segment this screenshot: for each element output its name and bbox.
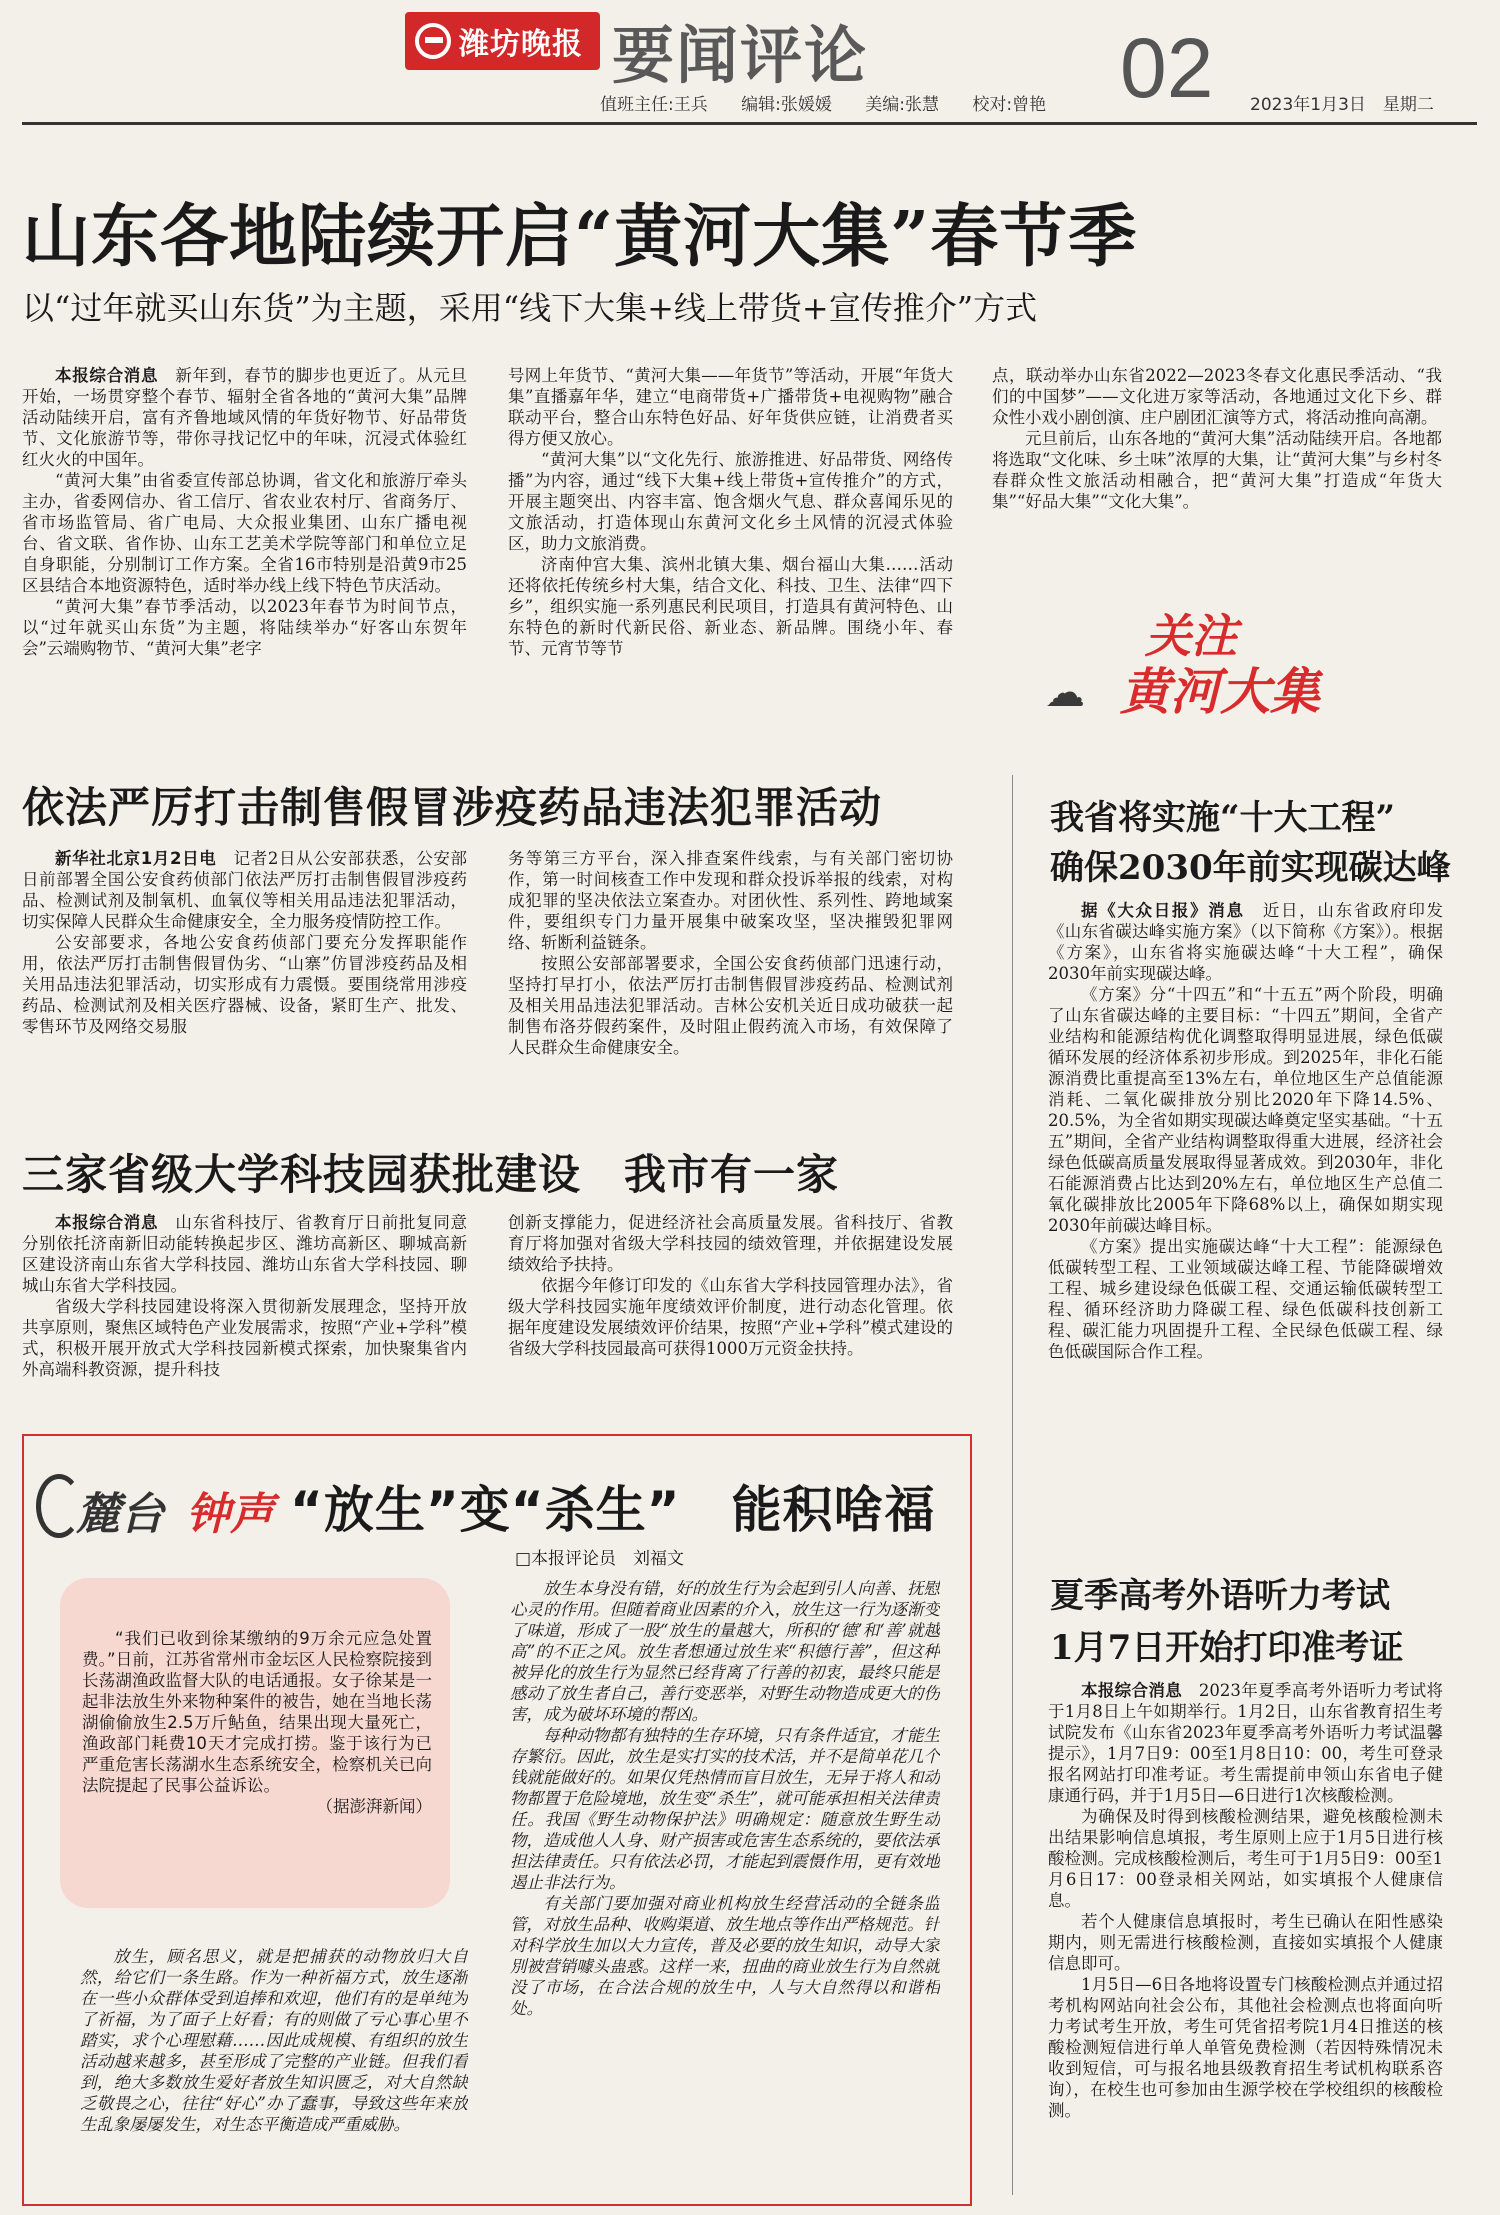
- cloud-swirl-icon: ☁: [1045, 670, 1085, 716]
- story4-paragraph: 据《大众日报》消息 近日，山东省政府印发《山东省碳达峰实施方案》（以下简称《方案》）。根据《方案》，山东省将实施碳达峰“十大工程”，确保2030年前实现碳达峰。: [1048, 901, 1443, 983]
- lead-column-1: [22, 365, 467, 733]
- editor: 编辑:张媛媛: [741, 95, 832, 115]
- editorial-paragraph: 放生本身没有错，好的放生行为会起到引人向善、抚慰心灵的作用。但随着商业因素的介入，放生这一行为逐渐变了味道，形成了一股“放生的量越大，所积的‘德’和‘善’就越高”的不正之风。放生者想通过放生来“积德行善”，但这种被异化的放生行为显然已经背离了行善的初衷，最终只能是感动了放生者自己，善行变恶举，对野生动物造成更大的伤害，成为破坏环境的帮凶。: [510, 1579, 940, 1724]
- logo-emblem-icon: [415, 23, 451, 59]
- story4-paragraph: 《方案》分“十四五”和“十五五”两个阶段，明确了山东省碳达峰的主要目标：“十四五”期间，全省产业结构和能源结构优化调整取得明显进展，绿色低碳循环发展的经济体系初步形成。到2025年，非化石能源消费比重提高至13%左右，单位地区生产总值能源消耗、二氧化碳排放分别比2020年下降14.5%、20.5%，为全省如期实现碳达峰奠定坚实基础。“十五五”期间，全省产业结构调整取得重大进展，经济社会绿色低碳高质量发展取得显著成效。到2030年，非化石能源消费占比达到20%左右，单位地区生产总值二氧化碳排放比2005年下降68%以上，确保如期实现2030年前碳达峰目标。: [1048, 985, 1443, 1235]
- newspaper-logo: [405, 12, 600, 70]
- column-logo: [36, 1470, 286, 1550]
- story5-paragraph: 1月5日—6日各地将设置专门核酸检测点并通过招考机构网站向社会公布，其他社会检测点也将面向听力考试考生开放，考生可凭省招考院1月4日推送的核酸检测短信进行单人单管免费检测（若因特殊情况未收到短信，可与报名地县级教育招生考试机构联系咨询），在校生也可参加由生源学校在学校组织的核酸检测。: [1048, 1975, 1443, 2120]
- dateline-lead: 本报综合消息: [1081, 1681, 1183, 1700]
- dateline-lead: 据《大众日报》消息: [1081, 901, 1245, 920]
- lead-column-2: [508, 365, 953, 733]
- editorial-byline: □本报评论员 刘福文: [515, 1549, 685, 1569]
- page-number: 02: [1120, 21, 1214, 115]
- story5-paragraph: 本报综合消息 2023年夏季高考外语听力考试将于1月8日上午如期举行。1月2日，山东省教育招生考试院发布《山东省2023年夏季高考外语听力考试温馨提示》，1月7日9：00至1月8日10：00，考生可登录报名网站打印准考证。考生需提前申领山东省电子健康通行码，并于1月5日—6日进行1次核酸检测。: [1048, 1681, 1443, 1805]
- quote-source: （据澎湃新闻）: [316, 1797, 432, 1816]
- lead-paragraph: “黄河大集”春节季活动，以2023年春节为时间节点，以“过年就买山东货”为主题，将陆续举办“好客山东贺年会”云端购物节、“黄河大集”老字: [22, 597, 467, 658]
- focus-badge: [1045, 600, 1355, 730]
- staff-line: [600, 90, 1074, 115]
- story5-body: [1048, 1680, 1443, 2205]
- lead-paragraph: “黄河大集”以“文化先行、旅游推进、好品带货、网络传播”为内容，通过“线下大集+线上带货+宣传推介”的方式，开展主题突出、内容丰富、饱含烟火气息、群众喜闻乐见的文旅活动，打造体现山东黄河文化乡土风情的沉浸式体验区，助力文旅消费。: [508, 450, 953, 553]
- editorial-paragraph: 每种动物都有独特的生存环境，只有条件适宜，才能生存繁衍。因此，放生是实打实的技术活，并不是简单花几个钱就能做好的。如果仅凭热情而盲目放生，无异于将人和动物都置于危险境地，放生变“杀生”，就可能承担相关法律责任。我国《野生动物保护法》明确规定：随意放生野生动物，造成他人人身、财产损害或危害生态系统的，要依法承担法律责任。只有依法必罚，才能起到震慑作用，更有效地遏止非法行为。: [510, 1726, 940, 1892]
- quote-text: [82, 1628, 432, 1817]
- story4-paragraph: 《方案》提出实施碳达峰“十大工程”：能源绿色低碳转型工程、工业领域碳达峰工程、节能降碳增效工程、城乡建设绿色低碳工程、交通运输低碳转型工程、循环经济助力降碳工程、绿色低碳科技创新工程、碳汇能力巩固提升工程、全民绿色低碳工程、绿色低碳国际合作工程。: [1048, 1237, 1443, 1361]
- story3-paragraph: 创新支撑能力，促进经济社会高质量发展。省科技厅、省教育厅将加强对省级大学科技园的绩效管理，并依据建设发展绩效给予扶持。: [508, 1213, 953, 1274]
- proofreader: 校对:曾艳: [972, 95, 1047, 115]
- lead-headline: 山东各地陆续开启“黄河大集”春节季: [22, 197, 1138, 277]
- badge-top: 关注: [1145, 609, 1237, 663]
- story5-paragraph: 若个人健康信息填报时，考生已确认在阳性感染期内，则无需进行核酸检测，直接如实填报个人健康信息即可。: [1048, 1912, 1443, 1973]
- lead-subheadline: 以“过年就买山东货”为主题，采用“线下大集+线上带货+宣传推介”方式: [22, 289, 1038, 327]
- lead-paragraph: 点，联动举办山东省2022—2023冬春文化惠民季活动、“我们的中国梦”——文化进万家等活动，各地通过文化下乡、群众性小戏小剧创演、庄户剧团汇演等方式，将活动推向高潮。: [992, 366, 1442, 427]
- story2-column-2: [508, 848, 953, 1092]
- column-name-a: 麓台: [76, 1489, 164, 1540]
- story4-headline-1: 我省将实施“十大工程”: [1050, 798, 1396, 838]
- lead-paragraph: “黄河大集”由省委宣传部总协调，省文化和旅游厅牵头主办，省委网信办、省工信厅、省农业农村厅、省商务厅、省市场监管局、省广电局、大众报业集团、山东广播电视台、省文联、省作协、山东工艺美术学院等部门和单位立足自身职能，分别制订工作方案。全省16市特别是沿黄9市25区县结合本地资源特色，适时举办线上线下特色节庆活动。: [22, 471, 467, 595]
- story5-headline-1: 夏季高考外语听力考试: [1050, 1576, 1390, 1616]
- dateline-lead: 新华社北京1月2日电: [55, 849, 217, 868]
- story3-column-2: [508, 1212, 953, 1424]
- column-divider: [1012, 775, 1013, 2195]
- story3-headline: 三家省级大学科技园获批建设 我市有一家: [22, 1150, 840, 1199]
- story5-headline-2: 1月7日开始打印准考证: [1050, 1628, 1404, 1668]
- story4-headline-2: 确保2030年前实现碳达峰: [1050, 848, 1451, 888]
- lead-paragraph: 本报综合消息 新年到，春节的脚步也更近了。从元旦开始，一场贯穿整个春节、辐射全省各地的“黄河大集”品牌活动陆续开启，富有齐鲁地域风情的年货好物节、好品带货节、文化旅游节等，带你寻找记忆中的年味，沉浸式体验红红火火的中国年。: [22, 366, 467, 469]
- story3-paragraph: 省级大学科技园建设将深入贯彻新发展理念，坚持开放共享原则，聚焦区域特色产业发展需求，按照“产业+学科”模式，积极开展开放式大学科技园新模式探索，加快聚集省内外高端科教资源，提升科技: [22, 1297, 467, 1379]
- story5-paragraph: 为确保及时得到核酸检测结果，避免核酸检测未出结果影响信息填报，考生原则上应于1月5日进行核酸检测。完成核酸检测后，考生可于1月5日9：00至1月6日17：00登录相关网站，如实填报个人健康信息。: [1048, 1807, 1443, 1910]
- story2-paragraph: 务等第三方平台，深入排查案件线索，与有关部门密切协作，第一时间核查工作中发现和群众投诉举报的线索，对构成犯罪的坚决依法立案查办。对团伙性、系列性、跨地域案件，要组织专门力量开展集中破案攻坚，坚决摧毁犯罪网络、斩断利益链条。: [508, 849, 953, 952]
- story2-paragraph: 新华社北京1月2日电 记者2日从公安部获悉，公安部日前部署全国公安食药侦部门依法严厉打击制售假冒涉疫药品、检测试剂及制氧机、血氧仪等相关用品违法犯罪活动，切实保障人民群众生命健康安全，全力服务疫情防控工作。: [22, 849, 467, 931]
- editorial-column-1: [80, 1946, 468, 2196]
- editorial-headline: “放生”变“杀生” 能积啥福: [290, 1481, 936, 1539]
- column-name-b: 钟声: [186, 1489, 274, 1540]
- lead-column-3: [992, 365, 1442, 585]
- logo-text: 潍坊晚报: [459, 27, 583, 62]
- section-title: 要闻评论: [612, 19, 869, 92]
- lead-paragraph: 元旦前后，山东各地的“黄河大集”活动陆续开启。各地都将选取“文化味、乡土味”浓厚的大集，让“黄河大集”与乡村冬春群众性文旅活动相融合，把“黄河大集”打造成“年货大集”“好品大集”“文化大集”。: [992, 429, 1442, 511]
- duty-editor: 值班主任:王兵: [600, 95, 708, 115]
- quote-paragraph: “我们已收到徐某缴纳的9万余元应急处置费。”日前，江苏省常州市金坛区人民检察院接到长荡湖渔政监督大队的电话通报。女子徐某是一起非法放生外来物种案件的被告，她在当地长荡湖偷偷放生2.5万斤鲇鱼，结果出现大量死亡，渔政部门耗费10天才完成打捞。鉴于该行为已严重危害长荡湖水生态系统安全，检察机关已向法院提起了民事公益诉讼。: [82, 1629, 432, 1795]
- lead-paragraph: 济南仲宫大集、滨州北镇大集、烟台福山大集……活动还将依托传统乡村大集，结合文化、科技、卫生、法律“四下乡”，组织实施一系列惠民利民项目，打造具有黄河特色、山东特色的新时代新民俗、新业态、新品牌。围绕小年、春节、元宵节等节: [508, 555, 953, 658]
- editorial-paragraph: 有关部门要加强对商业机构放生经营活动的全链条监管，对放生品种、收购渠道、放生地点等作出严格规范。针对科学放生加以大力宣传，普及必要的放生知识，动导大家別被营销噱头蛊惑。这样一来，扭曲的商业放生行为自然就没了市场，在合法合规的放生中，人与大自然得以和谐相处。: [510, 1894, 940, 2018]
- story3-paragraph: 依据今年修订印发的《山东省大学科技园管理办法》，省级大学科技园实施年度绩效评价制度，进行动态化管理。依据年度建设发展绩效评价结果，按照“产业+学科”模式建设的省级大学科技园最高可获得1000万元资金扶持。: [508, 1276, 953, 1358]
- story2-column-1: [22, 848, 467, 1092]
- editorial-paragraph: 放生，顾名思义，就是把捕获的动物放归大自然，给它们一条生路。作为一种祈福方式，放生逐渐在一些小众群体受到追捧和欢迎，他们有的是单纯为了祈福，为了面子上好看；有的则做了亏心事心里不踏实，求个心理慰藉……因此成规模、有组织的放生活动越来越多，甚至形成了完整的产业链。但我们看到，绝大多数放生爱好者放生知识匮乏，对大自然缺乏敬畏之心，往往“好心”办了蠢事，导致这些年来放生乱象屡屡发生，对生态平衡造成严重威胁。: [80, 1947, 468, 2134]
- story2-headline: 依法严厉打击制售假冒涉疫药品违法犯罪活动: [22, 783, 883, 832]
- story2-paragraph: 公安部要求，各地公安食药侦部门要充分发挥职能作用，依法严厉打击制售假冒伪劣、“山寨”仿冒涉疫药品及相关用品违法犯罪活动，切实形成有力震慑。要围绕常用涉疫药品、检测试剂及相关医疗器械、设备，紧盯生产、批发、零售环节及网络交易服: [22, 933, 467, 1036]
- dateline-lead: 本报综合消息: [55, 1213, 159, 1232]
- story2-paragraph: 按照公安部部署要求，全国公安食药侦部门迅速行动，坚持打早打小，依法严厉打击制售假冒涉疫药品、检测试剂及相关用品违法犯罪活动。吉林公安机关近日成功破获一起制售布洛芬假药案件，及时阻止假药流入市场，有效保障了人民群众生命健康安全。: [508, 954, 953, 1057]
- issue-date: 2023年1月3日 星期二: [1250, 95, 1434, 115]
- story3-paragraph: 本报综合消息 山东省科技厅、省教育厅日前批复同意分别依托济南新旧动能转换起步区、潍坊高新区、聊城高新区建设济南山东省大学科技园、潍坊山东省大学科技园、聊城山东省大学科技园。: [22, 1213, 467, 1295]
- story4-body: [1048, 900, 1443, 1510]
- editorial-column-2: [510, 1578, 940, 2198]
- story3-column-1: [22, 1212, 467, 1424]
- dateline-lead: 本报综合消息: [55, 366, 159, 385]
- art-editor: 美编:张慧: [865, 95, 940, 115]
- lead-paragraph: 号网上年货节、“黄河大集——年货节”等活动，开展“年货大集”直播嘉年华，建立“电商带货+广播带货+电视购物”融合联动平台，整合山东特色好品、好年货供应链，让消费者买得方便又放心。: [508, 366, 953, 448]
- badge-bottom: 黄河大集: [1120, 663, 1320, 721]
- masthead-divider: [22, 122, 1477, 125]
